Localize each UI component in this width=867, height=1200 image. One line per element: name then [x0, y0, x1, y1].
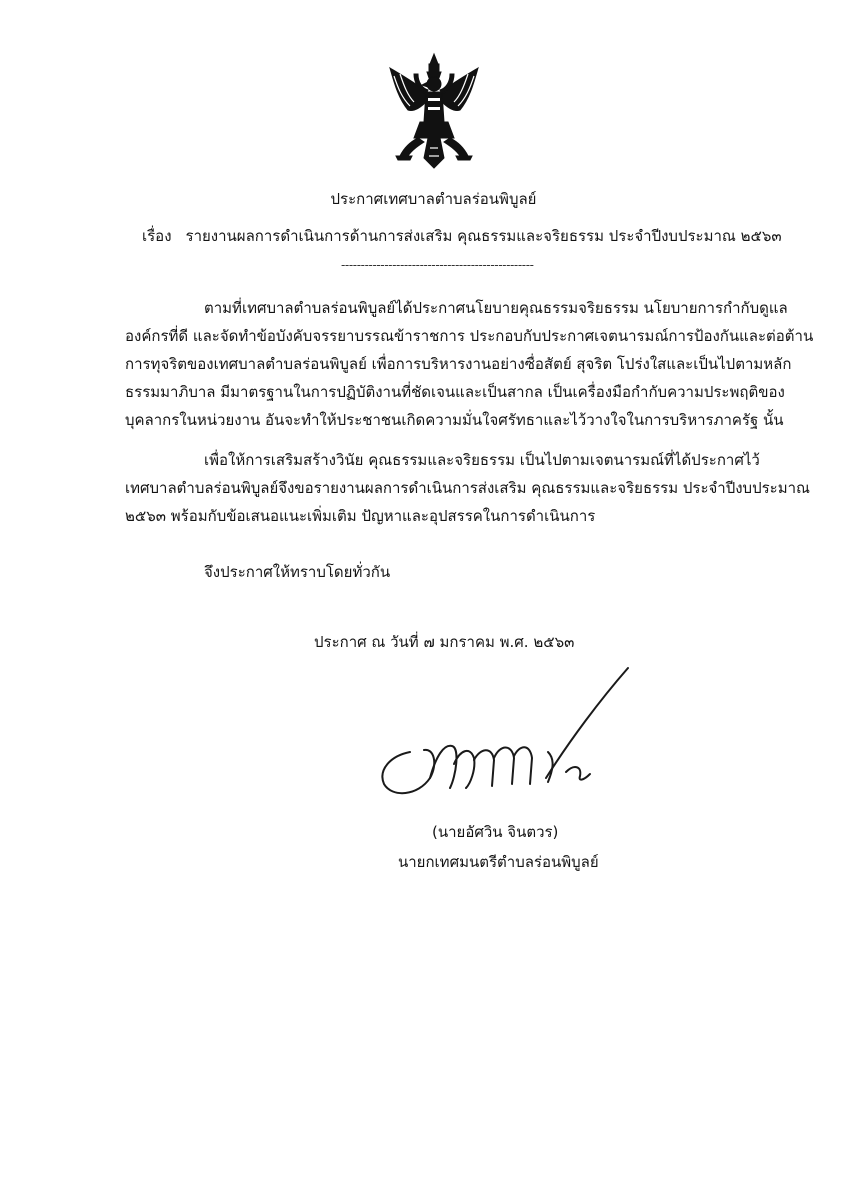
closing-statement: จึงประกาศให้ทราบโดยทั่วกัน — [204, 563, 391, 581]
announcement-title: ประกาศเทศบาลตำบลร่อนพิบูลย์ — [330, 190, 537, 208]
paragraph-2-line: ๒๕๖๓ พร้อมกับข้อเสนอแนะเพิ่มเติม ปัญหาและอุปสรรคในการดำเนินการ — [125, 507, 596, 525]
paragraph-1-line: องค์กรที่ดี และจัดทำข้อบังคับจรรยาบรรณข้าราชการ ประกอบกับประกาศเจตนารมณ์การป้องกันและต่อต้าน — [125, 327, 814, 345]
paragraph-1-line: ธรรมมาภิบาล มีมาตรฐานในการปฏิบัติงานที่ชัดเจนและเป็นสากล เป็นเครื่องมือกำกับความประพฤติของ — [125, 383, 785, 401]
subject-line — [142, 224, 782, 248]
paragraph-2-line: เพื่อให้การเสริมสร้างวินัย คุณธรรมและจริยธรรม เป็นไปตามเจตนารมณ์ที่ได้ประกาศไว้ — [204, 451, 760, 469]
garuda-emblem-icon — [384, 52, 484, 170]
paragraph-2-line: เทศบาลตำบลร่อนพิบูลย์จึงขอรายงานผลการดำเนินการส่งเสริม คุณธรรมและจริยธรรม ประจำปีงบประมาณ — [125, 479, 810, 497]
paragraph-1-line: บุคลากรในหน่วยงาน อันจะทำให้ประชาชนเกิดความมั่นใจศรัทธาและไว้วางใจในการบริหารภาครัฐ นั้น — [125, 411, 784, 429]
signer-title: นายกเทศมนตรีตำบลร่อนพิบูลย์ — [398, 853, 599, 871]
subject-text: รายงานผลการดำเนินการด้านการส่งเสริม คุณธรรมและจริยธรรม ประจำปีงบประมาณ ๒๕๖๓ — [185, 227, 782, 245]
paragraph-1-line: ตามที่เทศบาลตำบลร่อนพิบูลย์ได้ประกาศนโยบายคุณธรรมจริยธรรม นโยบายการกำกับดูแล — [204, 299, 788, 317]
signer-name: (นายอัศวิน จินตวร) — [432, 823, 559, 841]
title-divider: ------------------------------------------------- — [341, 258, 534, 272]
handwritten-signature — [370, 660, 640, 810]
subject-label: เรื่อง — [142, 227, 172, 245]
announcement-date: ประกาศ ณ วันที่ ๗ มกราคม พ.ศ. ๒๕๖๓ — [314, 633, 575, 651]
paragraph-1-line: การทุจริตของเทศบาลตำบลร่อนพิบูลย์ เพื่อการบริหารงานอย่างซื่อสัตย์ สุจริต โปร่งใสและเป็นไปตามหลัก — [125, 355, 792, 373]
